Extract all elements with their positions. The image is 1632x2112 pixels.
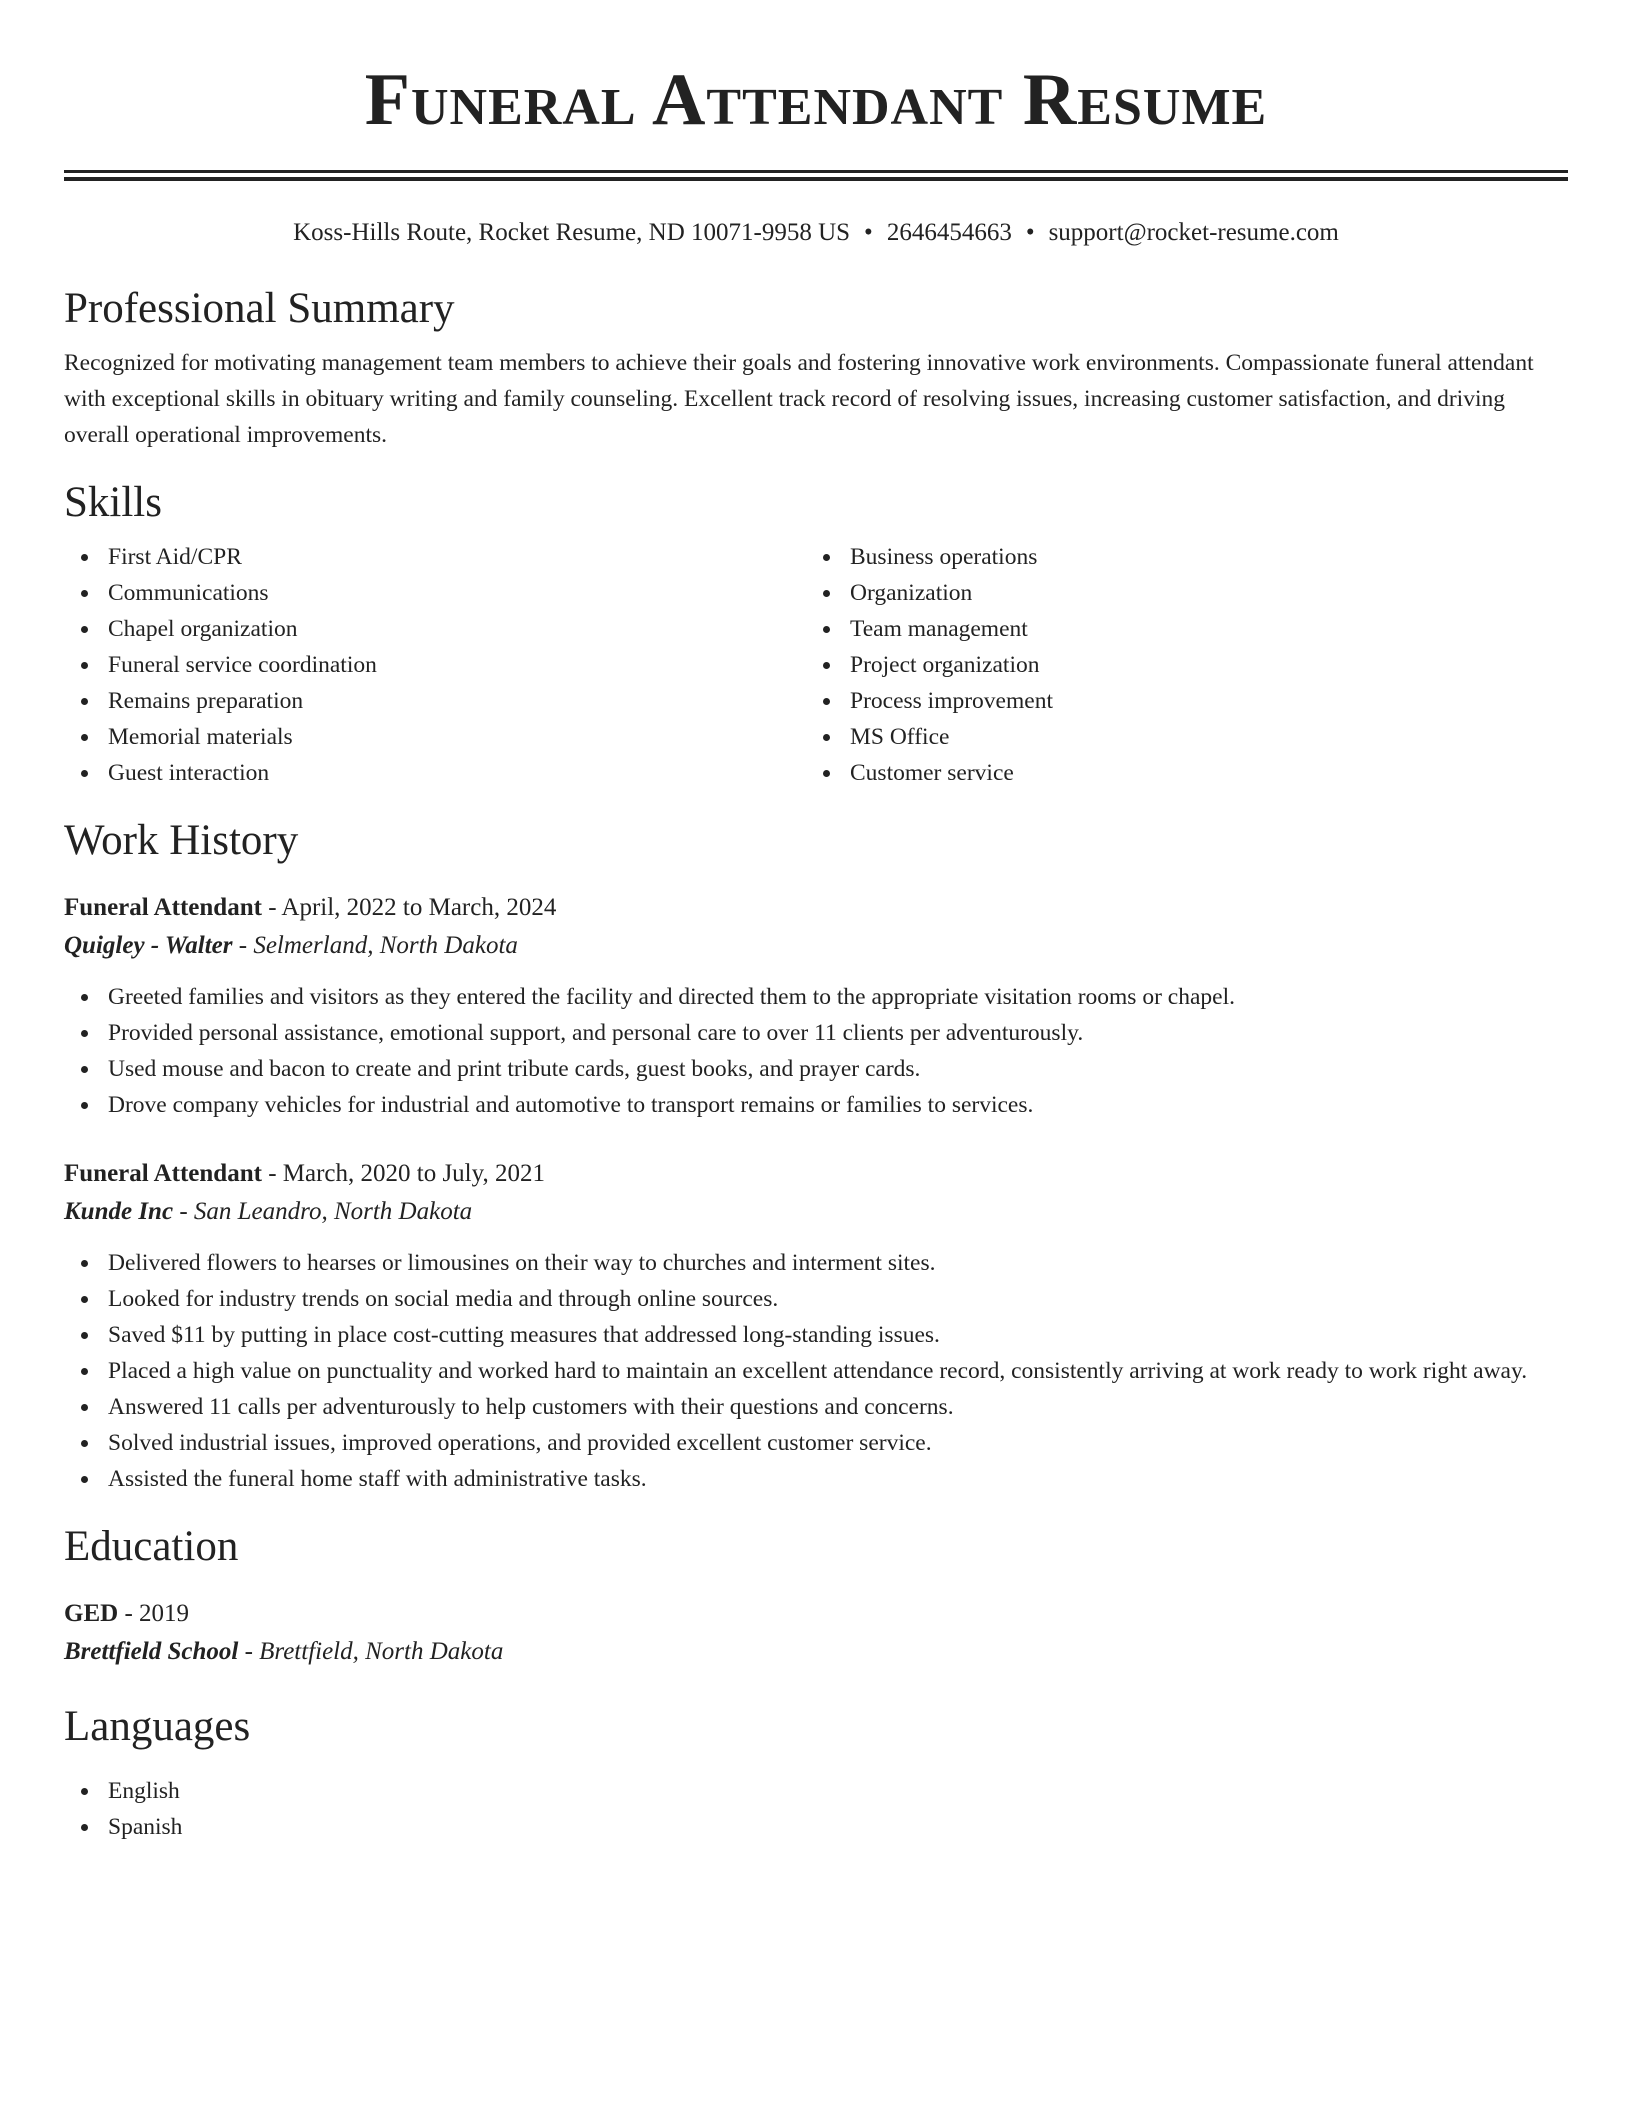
job-bullet: Drove company vehicles for industrial and automotive to transport remains or families to services. <box>64 1087 1568 1123</box>
section-heading-skills: Skills <box>64 479 162 526</box>
job-dates: - April, 2022 to March, 2024 <box>261 894 557 921</box>
skills-columns <box>64 539 1568 791</box>
job-location: - San Leandro, North Dakota <box>173 1198 473 1225</box>
job-entry <box>64 889 1568 1123</box>
skill-item: Chapel organization <box>64 611 806 647</box>
job-bullet: Saved $11 by putting in place cost-cutting measures that addressed long-standing issues. <box>64 1317 1568 1353</box>
language-item: Spanish <box>64 1809 1568 1845</box>
job-company-line <box>64 1193 1568 1231</box>
section-heading-work-history: Work History <box>64 817 299 864</box>
languages-list <box>64 1773 1568 1845</box>
contact-separator: • <box>864 219 873 246</box>
skill-item: Team management <box>806 611 1548 647</box>
job-spacer <box>64 1123 1568 1155</box>
job-company-line <box>64 927 1568 965</box>
skill-item: Process improvement <box>806 683 1548 719</box>
skill-item: Customer service <box>806 755 1548 791</box>
skill-item: Funeral service coordination <box>64 647 806 683</box>
skill-item: Memorial materials <box>64 719 806 755</box>
title-double-rule <box>64 170 1568 181</box>
job-dates: - March, 2020 to July, 2021 <box>261 1160 546 1187</box>
skill-item: First Aid/CPR <box>64 539 806 575</box>
skill-item: Project organization <box>806 647 1548 683</box>
job-bullet: Answered 11 calls per adventurously to help customers with their questions and concerns. <box>64 1389 1568 1425</box>
skill-item: MS Office <box>806 719 1548 755</box>
job-company: Quigley - Walter <box>64 932 233 959</box>
education-year: - 2019 <box>118 1600 190 1627</box>
contact-email: support@rocket-resume.com <box>1048 219 1339 246</box>
education-school: Brettfield School <box>64 1638 239 1665</box>
job-company: Kunde Inc <box>64 1198 174 1225</box>
section-heading-education: Education <box>64 1523 239 1570</box>
skills-list-right <box>806 539 1548 791</box>
language-item: English <box>64 1773 1568 1809</box>
resume-title: Funeral Attendant Resume <box>364 59 1268 141</box>
education-degree-line <box>64 1595 1568 1633</box>
job-bullet-list <box>64 979 1568 1123</box>
contact-phone: 2646454663 <box>886 219 1012 246</box>
skill-item: Communications <box>64 575 806 611</box>
education-degree: GED <box>64 1600 119 1627</box>
job-bullet: Greeted families and visitors as they entered the facility and directed them to the appropriate visitation rooms or chapel. <box>64 979 1568 1015</box>
job-entry <box>64 1155 1568 1497</box>
skill-item: Organization <box>806 575 1548 611</box>
summary-text: Recognized for motivating management team members to achieve their goals and fostering innovative work environments. Compassionate funeral attendant with exceptional skills in obituary writing and family counseling. Excellent track record of resolving issues, increasing customer satisfaction, and driving overall operational improvements. <box>64 350 1534 448</box>
job-location: - Selmerland, North Dakota <box>232 932 518 959</box>
job-bullet: Solved industrial issues, improved operations, and provided excellent customer service. <box>64 1425 1568 1461</box>
job-bullet: Provided personal assistance, emotional support, and personal care to over 11 clients per adventurously. <box>64 1015 1568 1051</box>
skill-item: Remains preparation <box>64 683 806 719</box>
job-bullet: Placed a high value on punctuality and worked hard to maintain an excellent attendance record, consistently arriving at work ready to work right away. <box>64 1353 1568 1389</box>
contact-line <box>64 217 1568 249</box>
job-title: Funeral Attendant <box>64 894 262 921</box>
job-bullet-list <box>64 1245 1568 1497</box>
section-heading-summary: Professional Summary <box>64 285 455 332</box>
job-bullet: Looked for industry trends on social media and through online sources. <box>64 1281 1568 1317</box>
contact-separator: • <box>1025 219 1035 246</box>
job-bullet: Used mouse and bacon to create and print tribute cards, guest books, and prayer cards. <box>64 1051 1568 1087</box>
job-title-line <box>64 1155 1568 1193</box>
skill-item: Guest interaction <box>64 755 806 791</box>
job-bullet: Delivered flowers to hearses or limousines on their way to churches and interment sites. <box>64 1245 1568 1281</box>
job-title-line <box>64 889 1568 927</box>
skill-item: Business operations <box>806 539 1548 575</box>
education-location: - Brettfield, North Dakota <box>238 1638 504 1665</box>
skills-list-left <box>64 539 806 791</box>
job-bullet: Assisted the funeral home staff with administrative tasks. <box>64 1461 1568 1497</box>
section-heading-languages: Languages <box>64 1703 251 1750</box>
contact-address: Koss-Hills Route, Rocket Resume, ND 10071-9958 US <box>293 219 851 246</box>
job-title: Funeral Attendant <box>64 1160 262 1187</box>
education-school-line <box>64 1633 1568 1671</box>
